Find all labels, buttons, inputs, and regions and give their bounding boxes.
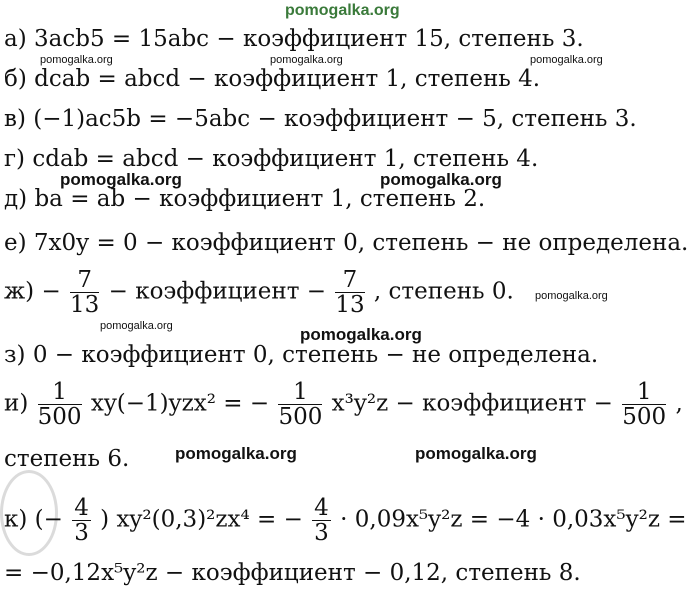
line-k-suffix: · 0,09x⁵y²z = −4 · 0,03x⁵y²z = xyxy=(340,506,687,533)
fraction-numerator: 4 xyxy=(74,495,89,521)
line-v: в) (−1)ac5b = −5abc − коэффициент − 5, степень 3. xyxy=(4,106,637,132)
line-zh-middle: − коэффициент − xyxy=(108,278,327,305)
fraction-numerator: 7 xyxy=(335,268,364,293)
line-k-prefix: к) (− xyxy=(4,506,63,533)
line-i-prefix: и) xyxy=(4,390,29,417)
line-zh-suffix: , степень 0. xyxy=(373,278,514,305)
line-i xyxy=(4,380,683,429)
fraction-numerator: 7 xyxy=(70,268,99,293)
line-d: д) ba = ab − коэффициент 1, степень 2. xyxy=(4,186,486,212)
fraction-numerator: 1 xyxy=(622,380,666,405)
fraction xyxy=(278,380,322,429)
watermark: pomogalka.org xyxy=(530,54,603,66)
fraction xyxy=(312,496,331,545)
watermark: pomogalka.org xyxy=(175,444,297,463)
watermark: pomogalka.org xyxy=(60,170,182,189)
line-b: б) dcab = abcd − коэффициент 1, степень 4. xyxy=(4,66,541,92)
line-k-middle: ) xy²(0,3)²zx⁴ = − xyxy=(100,506,303,533)
watermark: pomogalka.org xyxy=(415,444,537,463)
line-e: е) 7x0y = 0 − коэффициент 0, степень − не определена. xyxy=(4,230,688,256)
watermark: pomogalka.org xyxy=(300,325,422,344)
watermark: pomogalka.org xyxy=(270,54,343,66)
line-k xyxy=(4,496,687,545)
watermark: pomogalka.org xyxy=(535,290,608,302)
fraction-denominator: 500 xyxy=(622,404,667,431)
fraction-denominator: 3 xyxy=(74,520,89,547)
line-i-continued: степень 6. xyxy=(4,446,130,472)
watermark: pomogalka.org xyxy=(380,170,502,189)
fraction-numerator: 1 xyxy=(278,380,322,405)
line-a: а) 3acb5 = 15abc − коэффициент 15, степень 3. xyxy=(4,26,584,52)
fraction xyxy=(335,268,364,317)
watermark: pomogalka.org xyxy=(285,2,400,19)
fraction xyxy=(70,268,99,317)
fraction-numerator: 1 xyxy=(38,380,82,405)
line-zh xyxy=(4,268,514,317)
line-z: з) 0 − коэффициент 0, степень − не определена. xyxy=(4,342,599,368)
line-i-middle2: x³y²z − коэффициент − xyxy=(331,390,613,417)
fraction-denominator: 3 xyxy=(314,520,329,547)
fraction-denominator: 13 xyxy=(70,292,100,319)
fraction-denominator: 13 xyxy=(335,292,365,319)
fraction-denominator: 500 xyxy=(278,404,323,431)
line-i-suffix: , xyxy=(675,390,683,417)
line-zh-prefix: ж) − xyxy=(4,278,61,305)
fraction xyxy=(622,380,666,429)
fraction xyxy=(72,496,91,545)
fraction-denominator: 500 xyxy=(37,404,82,431)
line-k-continued: = −0,12x⁵y²z − коэффициент − 0,12, степень 8. xyxy=(4,560,581,586)
fraction-numerator: 4 xyxy=(314,495,329,521)
line-g: г) cdab = abcd − коэффициент 1, степень 4. xyxy=(4,146,539,172)
fraction xyxy=(38,380,82,429)
watermark: pomogalka.org xyxy=(100,320,173,332)
line-i-middle: xy(−1)yzx² = − xyxy=(90,390,270,417)
watermark: pomogalka.org xyxy=(40,54,113,66)
